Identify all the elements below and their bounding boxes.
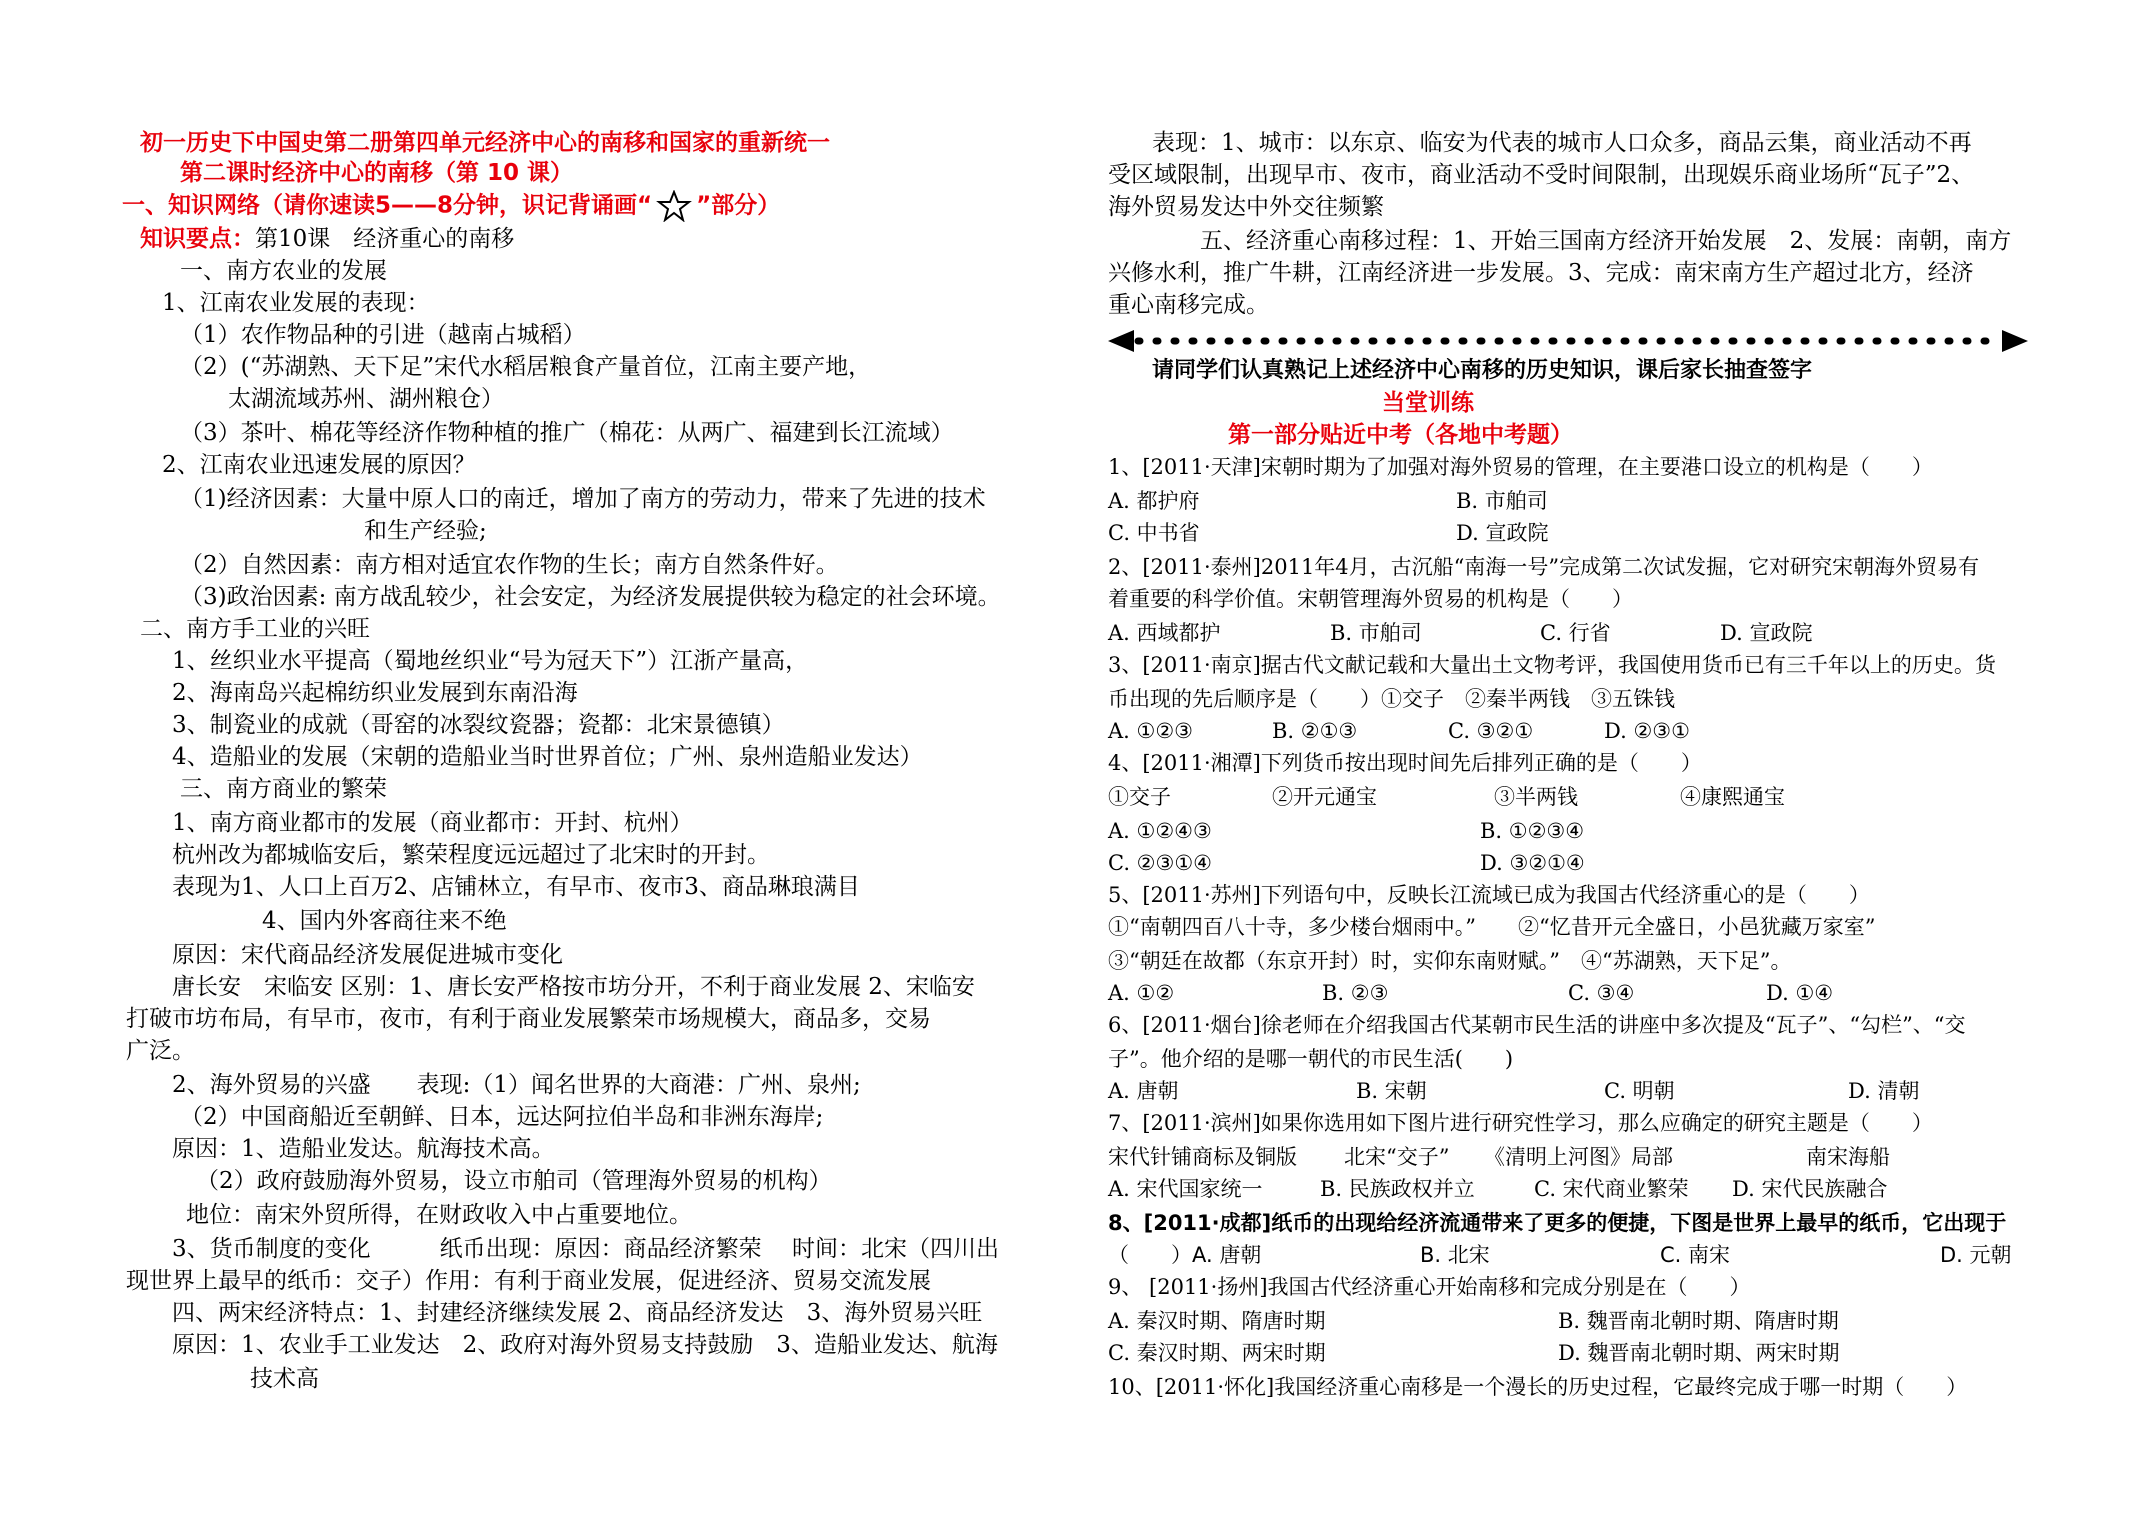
item: 南宋海船 (1806, 1145, 1890, 1169)
list-item: 1、江南农业发展的表现： (162, 290, 430, 316)
notice-text: 请同学们认真熟记上述经济中心南移的历史知识，课后家长抽查签字 (1152, 358, 1813, 383)
question-5: 5、[2011·苏州]下列语句中，反映长江流域已成为我国古代经济重心的是（ ） (1108, 883, 1870, 907)
part1-title: 第一部分贴近中考（各地中考题） (1228, 422, 1573, 448)
option: B. 魏晋南北朝时期、隋唐时期 (1558, 1309, 1839, 1333)
list-item: （3）茶叶、棉花等经济作物种植的推广（棉花：从两广、福建到长江流域） (180, 420, 954, 446)
section-knowledge-network: 一、知识网络（请你速读5——8分钟，识记背诵画“ ”部分） (122, 190, 780, 222)
paragraph-line: 重心南移完成。 (1108, 292, 1269, 318)
option: B. ②③ (1322, 981, 1389, 1005)
option: C. 行省 (1540, 621, 1611, 645)
option: D. ②③① (1604, 719, 1690, 743)
list-item: 现世界上最早的纸币：交子）作用：有利于商业发展，促进经济、贸易交流发展 (126, 1268, 931, 1294)
dotted-arrow-divider (1108, 328, 2028, 354)
list-item: （3)政治因素: 南方战乱较少，社会安定，为经济发展提供较为稳定的社会环境。 (180, 584, 1001, 610)
question-2-cont: 着重要的科学价值。宋朝管理海外贸易的机构是（ ） (1108, 587, 1633, 611)
question-3-cont: 币出现的先后顺序是（ ）①交子 ②秦半两钱 ③五铢钱 (1108, 687, 1675, 711)
list-item: 二、南方手工业的兴旺 (140, 616, 370, 642)
list-item: 地位：南宋外贸所得，在财政收入中占重要地位。 (186, 1202, 692, 1228)
option: A. 宋代国家统一 (1108, 1177, 1263, 1201)
option: D. 宣政院 (1456, 521, 1549, 545)
list-item: 表现为1、人口上百万2、店铺林立，有早市、夜市3、商品琳琅满目 (172, 874, 860, 900)
quote-line: ①“南朝四百八十寺，多少楼台烟雨中。” ②“忆昔开元全盛日，小邑犹藏万家室” (1108, 915, 1876, 939)
list-item: 3、制瓷业的成就（哥窑的冰裂纹瓷器；瓷都：北宋景德镇） (172, 712, 785, 738)
list-item: 1、南方商业都市的发展（商业都市：开封、杭州） (172, 810, 693, 836)
list-item: 太湖流域苏州、湖州粮仓） (228, 386, 504, 412)
list-item: （1）农作物品种的引进（越南占城稻） (180, 322, 586, 348)
practice-title: 当堂训练 (1382, 390, 1474, 416)
item: 《清明上河图》局部 (1484, 1145, 1673, 1169)
list-item: 2、江南农业迅速发展的原因？ (162, 452, 476, 478)
option: D. ③②①④ (1480, 851, 1585, 875)
item: ②开元通宝 (1272, 785, 1377, 809)
question-6-cont: 子”。他介绍的是哪一朝代的市民生活( ) (1108, 1047, 1514, 1071)
list-item: 原因：1、农业手工业发达 2、政府对海外贸易支持鼓励 3、造船业发达、航海 (172, 1332, 998, 1358)
list-item: （2）中国商船近至朝鲜、日本，远达阿拉伯半岛和非洲东海岸; (180, 1104, 824, 1130)
list-item: 原因：宋代商品经济发展促进城市变化 (172, 942, 563, 968)
option: C. 中书省 (1108, 521, 1200, 545)
option: A. 秦汉时期、隋唐时期 (1108, 1309, 1326, 1333)
question-6: 6、[2011·烟台]徐老师在介绍我国古代某朝市民生活的讲座中多次提及“瓦子”、“勾栏”、“交 (1108, 1013, 1966, 1037)
option: B. 民族政权并立 (1320, 1177, 1475, 1201)
option: A. 西域都护 (1108, 621, 1221, 645)
option: C. ③②① (1448, 719, 1534, 743)
paragraph-line: 海外贸易发达中外交往频繁 (1108, 194, 1384, 220)
list-item: 4、国内外客商往来不绝 (262, 908, 507, 934)
question-8: 8、[2011·成都]纸币的出现给经济流通带来了更多的便捷，下图是世界上最早的纸币，它出现于 (1108, 1211, 2007, 1235)
list-item: （2）(“苏湖熟、天下足”宋代水稻居粮食产量首位，江南主要产地， (180, 354, 872, 380)
list-item: 三、南方商业的繁荣 (180, 776, 387, 802)
option: C. 南宋 (1660, 1243, 1731, 1267)
list-item: 原因：1、造船业发达。航海技术高。 (172, 1136, 555, 1162)
list-item: 四、两宋经济特点：1、封建经济继续发展 2、商品经济发达 3、海外贸易兴旺 (172, 1300, 983, 1326)
option: B. 北宋 (1420, 1243, 1490, 1267)
list-item: 一、南方农业的发展 (180, 258, 387, 284)
option: B. ①②③④ (1480, 819, 1585, 843)
question-3: 3、[2011·南京]据古代文献记载和大量出土文物考评，我国使用货币已有三千年以上的历史。货 (1108, 653, 1996, 677)
paragraph-line: 表现：1、城市：以东京、临安为代表的城市人口众多，商品云集，商业活动不再 (1152, 130, 1972, 156)
list-item: （1)经济因素：大量中原人口的南迁，增加了南方的劳动力，带来了先进的技术 (180, 486, 986, 512)
option: D. 宣政院 (1720, 621, 1813, 645)
knowledge-points: 知识要点：第10课 经济重心的南移 (140, 226, 515, 252)
option: D. 元朝 (1940, 1243, 2012, 1267)
item: 宋代针铺商标及铜版 (1108, 1145, 1297, 1169)
list-item: （2）政府鼓励海外贸易，设立市舶司（管理海外贸易的机构） (196, 1168, 832, 1194)
option: A. 唐朝 (1108, 1079, 1179, 1103)
option: C. 明朝 (1604, 1079, 1675, 1103)
item: 北宋“交子” (1344, 1145, 1450, 1169)
list-item: 3、货币制度的变化 纸币出现：原因：商品经济繁荣 时间：北宋（四川出 (172, 1236, 999, 1262)
list-item: 杭州改为都城临安后，繁荣程度远远超过了北宋时的开封。 (172, 842, 770, 868)
question-1: 1、[2011·天津]宋朝时期为了加强对海外贸易的管理，在主要港口设立的机构是（ ） (1108, 455, 1933, 479)
item: ④康熙通宝 (1680, 785, 1785, 809)
item: ①交子 (1108, 785, 1171, 809)
option: B. ②①③ (1272, 719, 1358, 743)
paragraph-line: 五、经济重心南移过程：1、开始三国南方经济开始发展 2、发展：南朝，南方 (1200, 228, 2012, 254)
list-item: 打破市坊布局，有早市，夜市，有利于商业发展繁荣市场规模大，商品多，交易 (126, 1006, 931, 1032)
option: C. 秦汉时期、两宋时期 (1108, 1341, 1326, 1365)
option: D. 魏晋南北朝时期、两宋时期 (1558, 1341, 1840, 1365)
option: C. 宋代商业繁荣 (1534, 1177, 1689, 1201)
option: A. ①②④③ (1108, 819, 1212, 843)
option: A. 都护府 (1108, 489, 1200, 513)
paragraph-line: 受区域限制，出现早市、夜市，商业活动不受时间限制，出现娱乐商业场所“瓦子”2、 (1108, 162, 1975, 188)
lesson-title: 第二课时经济中心的南移（第 10 课） (180, 160, 574, 186)
list-item: 2、海南岛兴起棉纺织业发展到东南沿海 (172, 680, 578, 706)
option: A. ①② (1108, 981, 1175, 1005)
option: A. ①②③ (1108, 719, 1193, 743)
option: （ ）A. 唐朝 (1108, 1243, 1262, 1267)
list-item: 唐长安 宋临安 区别：1、唐长安严格按市坊分开，不利于商业发展 2、宋临安 (172, 974, 975, 1000)
quote-line: ③“朝廷在故都（东京开封）时，实仰东南财赋。” ④“苏湖熟，天下足”。 (1108, 949, 1792, 973)
item: ③半两钱 (1494, 785, 1578, 809)
list-item: 4、造船业的发展（宋朝的造船业当时世界首位；广州、泉州造船业发达） (172, 744, 923, 770)
question-4: 4、[2011·湘潭]下列货币按出现时间先后排列正确的是（ ） (1108, 751, 1702, 775)
doc-title: 初一历史下中国史第二册第四单元经济中心的南移和国家的重新统一 (140, 130, 830, 156)
question-10: 10、[2011·怀化]我国经济重心南移是一个漫长的历史过程，它最终完成于哪一时期（ ） (1108, 1375, 1968, 1399)
option: C. ②③①④ (1108, 851, 1212, 875)
option: D. ①④ (1766, 981, 1834, 1005)
list-item: 2、海外贸易的兴盛 表现:（1）闻名世界的大商港：广州、泉州; (172, 1072, 861, 1098)
option: B. 市舶司 (1456, 489, 1548, 513)
question-9: 9、 [2011·扬州]我国古代经济重心开始南移和完成分别是在（ ） (1108, 1275, 1751, 1299)
list-item: 技术高 (250, 1366, 319, 1392)
paragraph-line: 兴修水利，推广牛耕，江南经济进一步发展。3、完成：南宋南方生产超过北方，经济 (1108, 260, 1974, 286)
star-icon (656, 190, 692, 222)
option: B. 宋朝 (1356, 1079, 1427, 1103)
list-item: 1、丝织业水平提高（蜀地丝织业“号为冠天下”）江浙产量高， (172, 648, 809, 674)
option: D. 清朝 (1848, 1079, 1920, 1103)
option: D. 宋代民族融合 (1732, 1177, 1888, 1201)
list-item: （2）自然因素：南方相对适宜农作物的生长；南方自然条件好。 (180, 552, 839, 578)
list-item: 和生产经验; (364, 518, 487, 544)
question-2: 2、[2011·泰州]2011年4月，古沉船“南海一号”完成第二次试发掘，它对研究宋朝海外贸易有 (1108, 555, 1980, 579)
list-item: 广泛。 (126, 1038, 195, 1064)
question-7: 7、[2011·滨州]如果你选用如下图片进行研究性学习，那么应确定的研究主题是（ ） (1108, 1111, 1933, 1135)
option: C. ③④ (1568, 981, 1635, 1005)
option: B. 市舶司 (1330, 621, 1422, 645)
